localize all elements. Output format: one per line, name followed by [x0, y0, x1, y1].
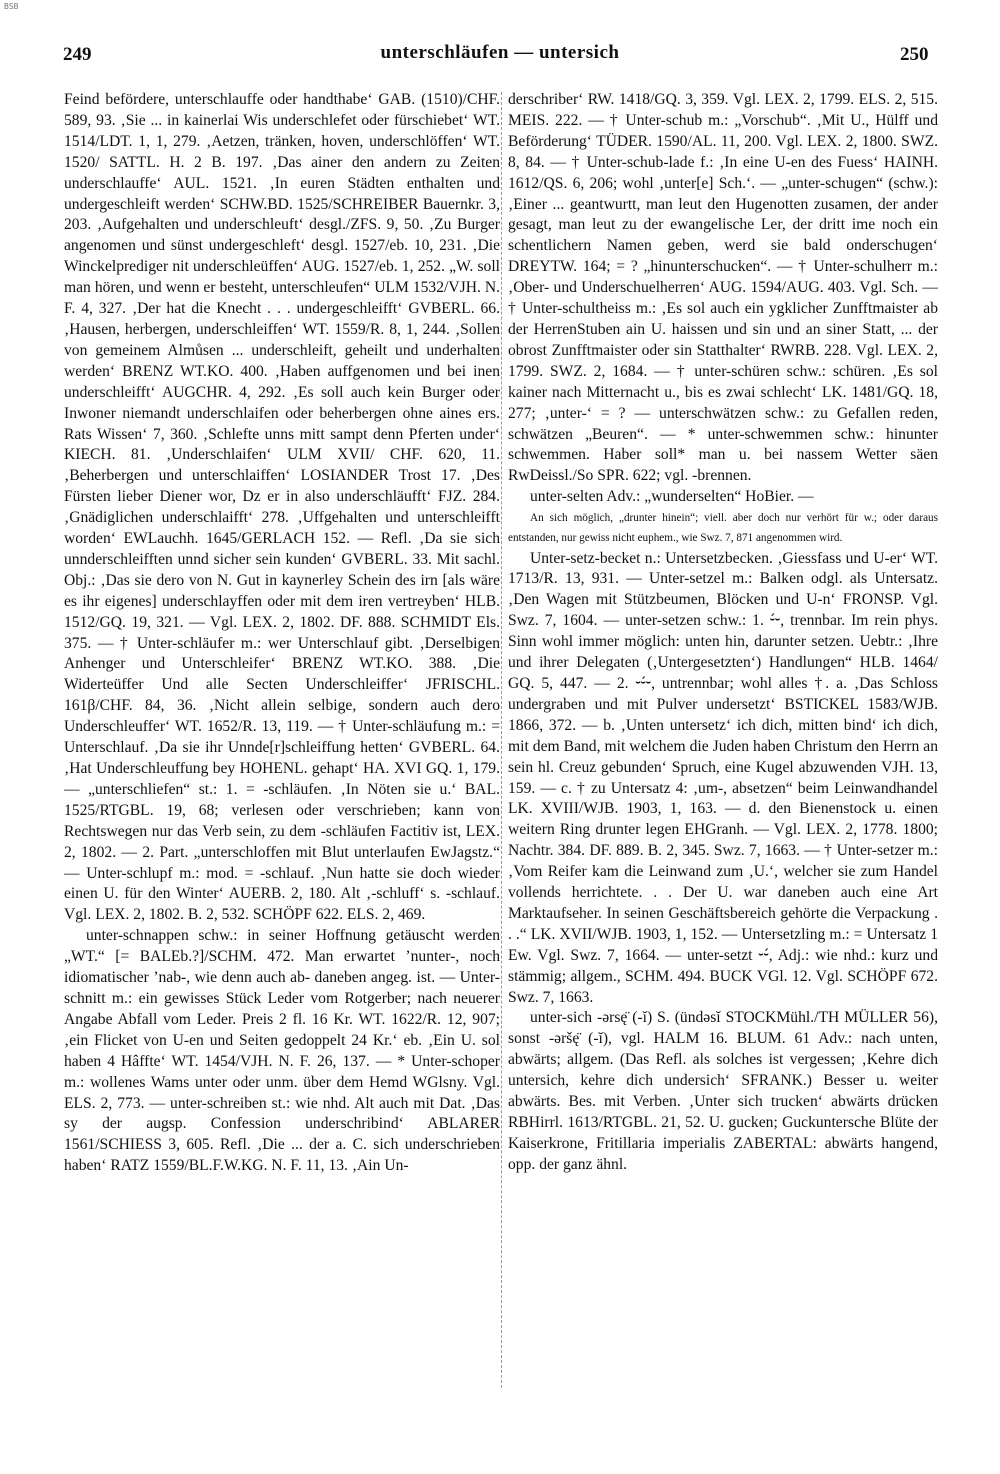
column-divider	[501, 92, 502, 1388]
entry-paragraph: unter-schnappen schw.: in seiner Hoffnung getäuscht werden „WT.“ [= BALEb.?]/SCHM. 472. Man erwartet ’nunter-, noch idiomatischer ’nab-, wie denn auch ab- daneben angeg. ist. — Unter-schnitt m.: ein gewisses Stück Leder vom Rotgerber; nach neuerer Angabe Abfall vom Leder. Preis 2 fl. 16 Kr. WT. 1622/R. 12, 907; ‚ein Flicket von U-en und Seiten gedoppelt 24 Kr.‘ eb. ‚Ein U. sol haben 4 Hâffte‘ WT. 1454/VJH. N. F. 26, 137. — * Unter-schoper m.: wollenes Wams unter oder unm. über dem Hemd WGlsny. Vgl. ELS. 2, 773. — unter-schreiben st.: wie nhd. Alt auch mit Dat. ‚Das sy der augsp. Confession underschribind‘ ABLARER 1561/SCHIESS 3, 605. Refl. ‚Die ... der a. C. sich underschrieben haben‘ RATZ 1559/BL.F.W.KG. N. F. 11, 13. ‚Ain Un-	[64, 927, 500, 1175]
page-number-right: 250	[900, 44, 929, 65]
entry-paragraph: Feind befördere, unterschlauffe oder handthabe‘ GAB. (1510)/CHF. 589, 93. ‚Sie ... in kainerlai Wis underschlefet oder fürschiebet‘ WT. 1514/LDT. 1, 1, 279. ‚Aetzen, tränken, hoven, underschlöffen‘ WT. 1520/ SATTL. H. 2 B. 197. ‚Das ainer den andern zu Zeiten underschlauffe‘ AUL. 1521. ‚In euren Städten enthalten und undergeschleift werden‘ SCHW.BD. 1525/SCHREIBER Bauernkr. 3, 203. ‚Aufgehalten und underschleuft‘ desgl./ZFS. 9, 50. ‚Zu Burger angenomen und sünst undergeschleft‘ desgl. 1527/eb. 10, 231. ‚Die Winckelprediger nit underschleüffen‘ AUG. 1527/eb. 1, 252. „W. soll man hören, und wenn er besteht, unterschleufen“ ULM 1532/VJH. N. F. 4, 327. ‚Der hat die Knecht . . . undergeschleifft‘ GVBERL. 66. ‚Hausen, herbergen, underschleiffen‘ WT. 1559/R. 8, 1, 244. ‚Sollen von gemeinem Almůsen ... underschleift, geheilt und underhalten werden‘ BRENZ WT.KO. 400. ‚Haben auffgenomen und bei inen underschleifft‘ AUGCHR. 4, 292. ‚Es soll auch kein Burger oder Inwoner niemandt underschlaifen oder beherbergen ohne aines ers. Rats Wissen‘ 7, 360. ‚Schlefte unns mitt sampt denn Pferten under‘ KIECH. 81. ‚Underschlaifen‘ ULM XVII/ CHF. 620, 11. ‚Beherbergen und unterschlaiffen‘ LOSIANDER Trost 17. ‚Des Fürsten lieber Diener wor, Dz er in also underschläufft‘ FJZ. 284. ‚Gnädiglichen underschlaifft‘ 278. ‚Uffgehalten und unterschleifft worden‘ EWLauchh. 1645/GERLACH 152. — Refl. ‚Da sie sich unnderschleifften unnd sicher sein kunden‘ GVBERL. 33. Mit sachl. Obj.: ‚Das sie dero von N. Gut in kaynerley Schein des irn [als wäre es ihr eigenes] underschlayffen oder mit dem iren vertreyben‘ HLB. 1512/GQ. 19, 321. — Vgl. LEX. 2, 1802. DF. 888. SCHMIDT Els. 375. — † Unter-schläufer m.: wer Unterschlauf gibt. ‚Derselbigen Anhenger und Unterschleifer‘ BRENZ WT.KO. 388. ‚Die Widerteüffer Und alle Secten Underschleiffer‘ JFRISCHL. 161β/CHF. 84, 36. ‚Nicht allein selbige, sondern auch dero Underschleuffer‘ WT. 1652/R. 13, 119. — † Unter-schläufung m.: = Unterschlauf. ‚Da sie ihr Unnde[r]schleiffung hetten‘ GVBERL. 64. ‚Hat Underschleuffung bey HOHENL. gehapt‘ HA. XVI GQ. 1, 179. — „unterschliefen“ st.: 1. = -schläufen. ‚In Nöten sie u.‘ BAL. 1525/RTGBL. 19, 68; verlesen oder verschrieben; kann von Rechtswegen nur das Verb sein, zu dem -schläufen Factitiv ist, LEX. 2, 1802. — 2. Part. „unterschloffen mit Blut unterlaufen EwJagstz.“ — Unter-schlupf m.: mod. = -schlauf. ‚Nun hatte sie doch wieder einen U. für den Winter‘ AUERB. 2, 180. Alt ‚-schluff‘ s. -schlauf. Vgl. LEX. 2, 1802. B. 2, 532. SCHÖPF 622. ELS. 2, 469.	[64, 91, 500, 924]
left-column	[64, 90, 500, 1177]
entry-paragraph: derschriber‘ RW. 1418/GQ. 3, 359. Vgl. LEX. 2, 1799. ELS. 2, 515. MEIS. 222. — † Unter-schub m.: „Vorschub“. ‚Mit U., Hülff und Beförderung‘ TÜDER. 1590/AL. 11, 200. Vgl. LEX. 2, 1800. SWZ. 8, 84. — † Unter-schub-lade f.: ‚In eine U-en des Fuess‘ HAINH. 1612/QS. 6, 206; wohl ‚unter[e] Sch.‘. — „unter-schugen“ (schw.): ‚Einer ... geantwurtt, man leut den Hugenotten zusamen, der ander gesagt, man leut zu der ewangelische Ler, der dritt ime noch ein schentlichern Namen geben, werd sie bald onderschugen‘ DREYTW. 164; = ? „hinunterschucken“. — † Unter-schulherr m.: ‚Ober- und Underschuelherren‘ AUG. 1594/AUG. 403. Vgl. Sch. — † Unter-schultheiss m.: ‚Es sol auch ein ygklicher Zunfftmaister ab der HerrenStuben ain U. haissen und sin und an siner Statt, ... der obrost Zunfftmaister oder sin Statthalter‘ RWRB. 228. Vgl. LEX. 2, 1799. SWZ. 2, 1684. — † unter-schüren schw.: schüren. ‚Es sol kainer nach Mitternacht u., bis es zwai schlecht‘ LK. 1481/GQ. 18, 277; ‚unter-‘ = ? — unterschwätzen schw.: zu Gefallen reden, schwätzen „Beuren“. — * unter-schwemmen schw.: hinunter schwemmen. Haber soll* man u. bei nassem Wetter säen RwDeissl./So SPR. 622; vgl. -brennen.	[508, 91, 938, 485]
entry-paragraph: unter-sich -ərsę̈ (-ĭ) S. (ündəsĭ STOCKMühl./TH MÜLLER 56), sonst -əršę̈ (-ĭ), vgl. HALM 16. BLUM. 61 Adv.: nach unten, abwärts; allgem. (Das Refl. als solches ist vergessen; ‚Kehre dich untersich, kehre dich undersich‘ SFRANK.) Besser u. weiter abwärts. Bes. mit Verben. ‚Unter sich trucken‘ abwärts drücken RBHirrl. 1613/RTGBL. 21, 52. U. gucken; Guckuntersche Blüte der Kaiserkrone, Fritillaria imperialis ZABERTAL: abwärts hangend, opp. der ganz ähnl.	[508, 1009, 938, 1173]
running-head: unterschläufen — untersich	[380, 42, 620, 63]
page-number-left: 249	[63, 44, 92, 65]
entry-paragraph: Unter-setz-becket n.: Untersetzbecken. ‚Giessfass und U-er‘ WT. 1713/R. 13, 931. — Unter-setzel m.: Balken odgl. als Untersatz. ‚Den Wagen mit Stützbeumen, Blöcken und U-n‘ FRONSP. Vgl. Swz. 7, 1604. — unter-setzen schw.: 1. ⏑́⏑, trennbar. Im rein phys. Sinn wohl immer möglich: unten hin, darunter setzen. Uebtr.: ‚Ihre und ihrer Delegaten (‚Untergesetzten‘) Handlungen“ HLB. 1464/ GQ. 5, 447. — 2. ⏑⏑́⏑, untrennbar; wohl alles †. a. ‚Das Schloss undergraben und mit Pulver undersetzt‘ BSTICKEL 1583/WJB. 1866, 372. — b. ‚Unten untersetz‘ ich dich, mitten bind‘ ich dich, mit dem Band, mit welchem die Juden haben Christum den Herrn an sein hl. Creuz gebunden‘ Spruch, eine Kugel abzuwenden VJH. 13, 159. — c. † zu Untersatz 4: ‚um-, absetzen“ beim Leinwandhandel LK. XVIII/WJB. 1903, 1, 163. — d. den Bienenstock u. einen weitern Ring drunter legen EHGranh. — Vgl. LEX. 2, 1778. 1800; Nachtr. 384. DF. 889. B. 2, 345. Swz. 7, 1663. — † Unter-setzer m.: ‚Vom Reifer kam die Leinwand zum ‚U.‘, welcher sie zum Handel vollends herrichtete. . . Der U. war daneben auch eine Art Marktaufseher. In seinen Geschäftsbereich gehörte die Verpackung . . .“ LK. XVII/WJB. 1903, 1, 152. — Untersetzling m.: = Untersatz 1 Ew. Vgl. Swz. 7, 1664. — unter-setzt ⏑⏑́, Adj.: wie nhd.: kurz und stämmig; allgem., SCHM. 494. BUCK VGl. 12. Vgl. SCHÖPF 672. Swz. 7, 1663.	[508, 549, 938, 1006]
footnote: An sich möglich, „drunter hinein“; viell. aber doch nur verhört für w.; oder daraus entstanden, nur gewiss nicht euphem., wie Swz. 7, 871 angenommen wird.	[508, 512, 938, 545]
library-stamp: BSB	[4, 2, 19, 11]
entry-paragraph: unter-selten Adv.: „wunderselten“ HoBier. —	[530, 488, 814, 506]
right-column	[508, 90, 938, 1176]
